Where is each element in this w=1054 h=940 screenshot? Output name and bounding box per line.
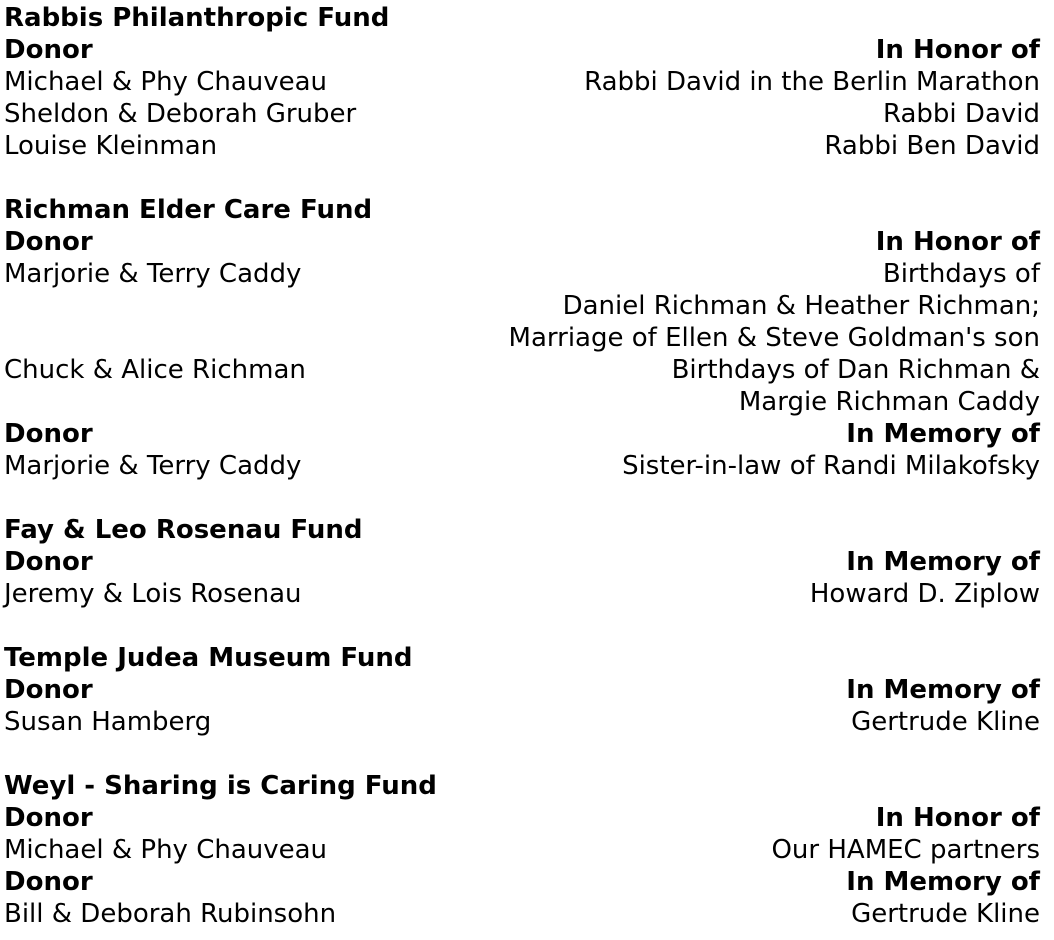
fund-section	[4, 642, 1040, 738]
tribute-name: Gertrude Kline	[851, 899, 1040, 929]
donor-header: Donor	[4, 35, 93, 65]
tribute-name: Sister-in-law of Randi Milakofsky	[622, 451, 1040, 481]
donation-row	[4, 66, 1040, 98]
fund-section	[4, 514, 1040, 610]
donation-row	[4, 898, 1040, 930]
donor-header: Donor	[4, 867, 93, 897]
fund-title: Weyl - Sharing is Caring Fund	[4, 771, 437, 801]
section-spacer	[4, 482, 1040, 514]
tribute-line: Margie Richman Caddy	[738, 387, 1040, 417]
section-spacer	[4, 610, 1040, 642]
fund-title: Rabbis Philanthropic Fund	[4, 3, 390, 33]
donation-row	[4, 706, 1040, 738]
tribute-header: In Memory of	[846, 867, 1040, 897]
section-spacer	[4, 738, 1040, 770]
fund-title: Richman Elder Care Fund	[4, 195, 373, 225]
donation-row	[4, 258, 1040, 354]
donation-row	[4, 450, 1040, 482]
donation-row	[4, 130, 1040, 162]
tribute-line: Birthdays of	[882, 259, 1040, 289]
fund-section	[4, 194, 1040, 482]
column-header-row	[4, 546, 1040, 578]
donation-row	[4, 834, 1040, 866]
tribute-name: Gertrude Kline	[851, 707, 1040, 737]
donor-name: Jeremy & Lois Rosenau	[4, 579, 302, 609]
column-header-row	[4, 674, 1040, 706]
donor-name: Michael & Phy Chauveau	[4, 835, 328, 865]
column-header-row	[4, 226, 1040, 258]
tribute-header: In Memory of	[846, 547, 1040, 577]
section-spacer	[4, 162, 1040, 194]
donor-name: Sheldon & Deborah Gruber	[4, 99, 357, 129]
fund-section	[4, 2, 1040, 162]
donor-name: Susan Hamberg	[4, 707, 212, 737]
donor-name: Bill & Deborah Rubinsohn	[4, 899, 337, 929]
column-header-row	[4, 866, 1040, 898]
donor-name: Marjorie & Terry Caddy	[4, 259, 302, 289]
tribute-name: Rabbi David	[883, 99, 1040, 129]
donation-row	[4, 98, 1040, 130]
donor-name: Chuck & Alice Richman	[4, 355, 306, 385]
donor-header: Donor	[4, 547, 93, 577]
tribute-header: In Honor of	[875, 803, 1040, 833]
column-header-row	[4, 34, 1040, 66]
donation-row	[4, 578, 1040, 610]
donor-name: Marjorie & Terry Caddy	[4, 451, 302, 481]
tribute-name	[509, 258, 1040, 354]
donor-name: Louise Kleinman	[4, 131, 218, 161]
tribute-name: Rabbi David in the Berlin Marathon	[584, 67, 1040, 97]
fund-section	[4, 770, 1040, 930]
donor-header: Donor	[4, 675, 93, 705]
donor-name: Michael & Phy Chauveau	[4, 67, 328, 97]
fund-title: Fay & Leo Rosenau Fund	[4, 515, 363, 545]
donation-row	[4, 354, 1040, 418]
tribute-header: In Memory of	[846, 419, 1040, 449]
donor-header: Donor	[4, 227, 93, 257]
tribute-name: Rabbi Ben David	[824, 131, 1040, 161]
tribute-name: Our HAMEC partners	[771, 835, 1040, 865]
tribute-header: In Honor of	[875, 35, 1040, 65]
donor-header: Donor	[4, 803, 93, 833]
tribute-line: Daniel Richman & Heather Richman;	[562, 291, 1040, 321]
tribute-header: In Memory of	[846, 675, 1040, 705]
fund-title: Temple Judea Museum Fund	[4, 643, 413, 673]
column-header-row	[4, 802, 1040, 834]
tribute-line: Birthdays of Dan Richman &	[671, 355, 1040, 385]
tribute-line: Marriage of Ellen & Steve Goldman's son	[508, 323, 1040, 353]
tribute-name: Howard D. Ziplow	[809, 579, 1040, 609]
tribute-name	[672, 354, 1040, 418]
donor-header: Donor	[4, 419, 93, 449]
column-header-row	[4, 418, 1040, 450]
tribute-header: In Honor of	[875, 227, 1040, 257]
